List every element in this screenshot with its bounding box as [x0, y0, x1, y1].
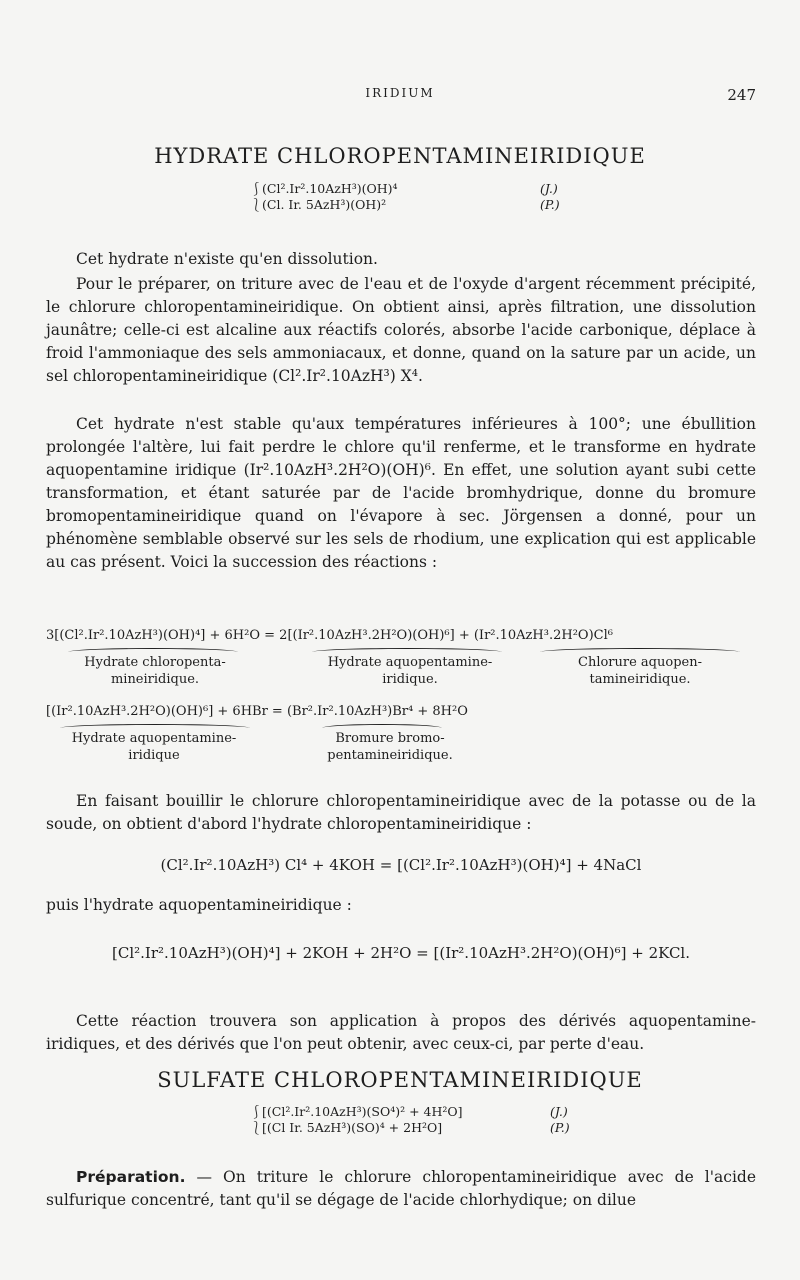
- reaction-equation-1: 3[(Cl².Ir².10AzH³)(OH)⁴] + 6H²O = 2[(Ir².10AzH³.2H²O)(OH)⁶] + (Ir².10AzH³.2H²O)Cl⁶: [46, 628, 613, 643]
- formula-p: [(Cl Ir. 5AzH³)(SO)⁴ + 2H²O]: [262, 1120, 443, 1135]
- page-number: 247: [727, 86, 756, 104]
- section-title-sulfate: SULFATE CHLOROPENTAMINEIRIDIQUE: [157, 1068, 643, 1092]
- reaction-label: Hydrate aquopentamine- iridique: [71, 731, 237, 763]
- equation-4: [Cl².Ir².10AzH³)(OH)⁴] + 2KOH + 2H²O = [(Ir².10AzH³.2H²O)(OH)⁶] + 2KCl.: [112, 944, 690, 962]
- underbrace: [60, 724, 250, 728]
- reaction-label: Hydrate aquopentamine- iridique.: [327, 655, 493, 687]
- formula-pair-sulfate: ⎰ [(Cl².Ir².10AzH³)(SO⁴)² + 4H²O] (J.) ⎱ [(Cl Ir. 5AzH³)(SO)⁴ + 2H²O] (P.): [250, 1104, 590, 1136]
- running-title: IRIDIUM: [365, 86, 435, 100]
- reaction-equation-2: [(Ir².10AzH³.2H²O)(OH)⁶] + 6HBr = (Br².Ir².10AzH³)Br⁴ + 8H²O: [46, 704, 468, 719]
- paragraph: Cet hydrate n'existe qu'en dissolution.: [76, 250, 378, 268]
- underbrace: [68, 648, 238, 652]
- formula-tag: (P.): [540, 197, 560, 212]
- paragraph: Pour le préparer, on triture avec de l'eau et de l'oxyde d'argent récemment précipité, le chlorure chloropentamineiridique. On obtient ainsi, après filtration, une dissolution jaunâtre; celle-ci est alcaline aux réactifs colorés, absorbe l'acide carbonique, déplace à froid l'ammoniaque des sels ammoniacaux, et donne, quand on la sature par un acide, un sel chloropentamineiridique (Cl².Ir².10AzH³) X⁴.: [46, 275, 756, 385]
- formula-j: (Cl².Ir².10AzH³)(OH)⁴: [262, 181, 398, 196]
- section-title-hydrate: HYDRATE CHLOROPENTAMINEIRIDIQUE: [154, 144, 646, 168]
- underbrace: [312, 648, 502, 652]
- equation-3: (Cl².Ir².10AzH³) Cl⁴ + 4KOH = [(Cl².Ir².10AzH³)(OH)⁴] + 4NaCl: [160, 856, 642, 874]
- paragraph: Cette réaction trouvera son application à propos des dérivés aquopentamine-iridiques, et des dérivés que l'on peut obtenir, avec ceux-ci, par perte d'eau.: [46, 1012, 756, 1053]
- paragraph: Cet hydrate n'est stable qu'aux températures inférieures à 100°; une ébullition prolongée l'altère, lui fait perdre le chlore qu'il renferme, et le transforme en hydrate aquopentamine iridique (Ir².10AzH³.2H²O)(OH)⁶. En effet, une solution ayant subi cette transformation, et étant saturée par de l'acide bromhydrique, donne du bromure bromopentamineiridique quand on l'évapore à sec. Jörgensen a donné, pour un phénomène semblable observé sur les sels de rhodium, une explication qui est applicable au cas présent. Voici la succession des réactions :: [46, 415, 756, 571]
- paragraph-preparation: [46, 1166, 756, 1212]
- reaction-label: Bromure bromo- pentamineiridique.: [327, 731, 453, 763]
- formula-p: (Cl. Ir. 5AzH³)(OH)²: [262, 197, 387, 212]
- formula-tag: (J.): [540, 181, 558, 196]
- paragraph: puis l'hydrate aquopentamineiridique :: [46, 896, 352, 914]
- running-head: [0, 86, 800, 106]
- formula-pair-hydrate: ⎰ (Cl².Ir².10AzH³)(OH)⁴ (J.) ⎱ (Cl. Ir. 5AzH³)(OH)² (P.): [250, 181, 580, 213]
- formula-j: [(Cl².Ir².10AzH³)(SO⁴)² + 4H²O]: [262, 1104, 463, 1119]
- reaction-label: Hydrate chloropenta- mineiridique.: [84, 655, 226, 687]
- underbrace: [322, 724, 442, 728]
- underbrace: [540, 648, 740, 652]
- formula-tag: (P.): [550, 1120, 570, 1135]
- reaction-label: Chlorure aquopen- tamineiridique.: [578, 655, 702, 687]
- preparation-text: — On triture le chlorure chloropentamineiridique avec de l'acide sulfurique concentré, tant qu'il se dégage de l'acide chlorhydique; on dilue: [46, 1168, 756, 1209]
- preparation-label: Préparation.: [76, 1168, 186, 1186]
- formula-tag: (J.): [550, 1104, 568, 1119]
- paragraph: En faisant bouillir le chlorure chloropentamineiridique avec de la potasse ou de la soude, on obtient d'abord l'hydrate chloropentamineiridique :: [46, 792, 756, 833]
